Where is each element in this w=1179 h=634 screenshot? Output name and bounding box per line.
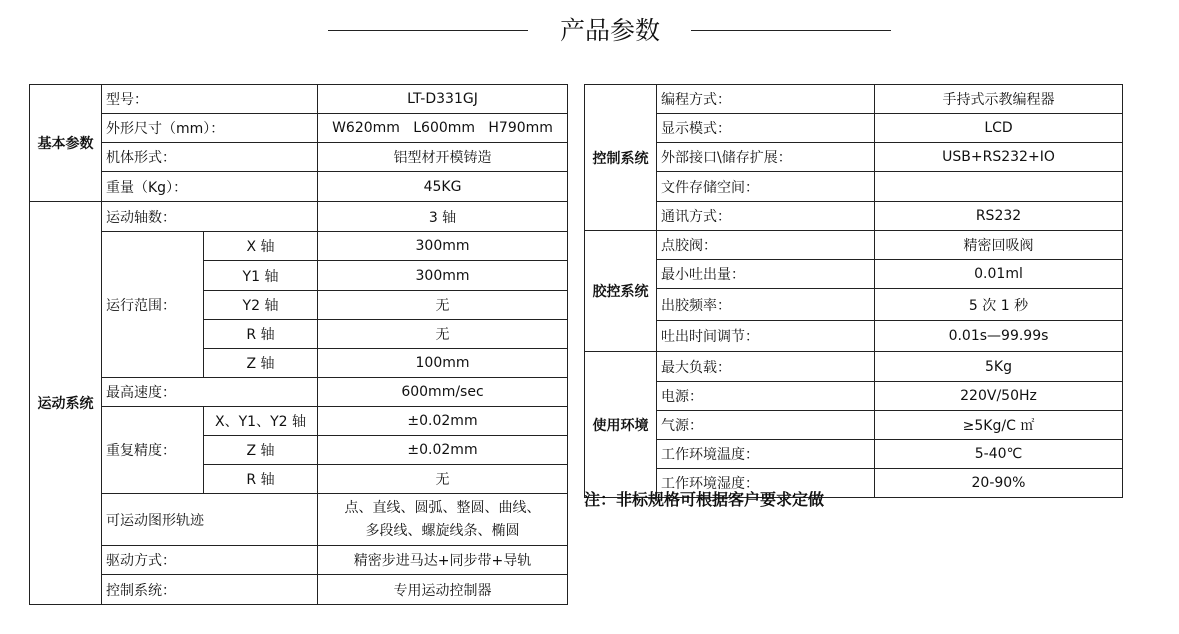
table-row xyxy=(585,321,1123,352)
speed-label: 最高速度： xyxy=(102,378,318,407)
table-row xyxy=(30,546,568,575)
basic-params-group: 基本参数 xyxy=(30,85,102,202)
trajectory-value-line: 点、直线、圆弧、整圆、曲线、 xyxy=(344,499,541,516)
table-row xyxy=(585,172,1123,202)
table-row xyxy=(585,143,1123,172)
row-label: 吐出时间调节： xyxy=(657,321,875,352)
environment-group: 使用环境 xyxy=(585,352,657,498)
trajectory-value-line: 多段线、螺旋线条、椭圆 xyxy=(365,522,520,539)
precision-axis: X、Y1、Y2 轴 xyxy=(204,407,318,436)
page-header xyxy=(0,14,1179,54)
page-title: 产品参数 xyxy=(559,16,660,45)
precision-value: ±0.02mm xyxy=(318,436,568,465)
axes-value: 3 轴 xyxy=(318,202,568,232)
precision-axis: R 轴 xyxy=(204,465,318,494)
row-label: 外部接口\储存扩展： xyxy=(657,143,875,172)
row-value: LCD xyxy=(875,114,1123,143)
row-label: 工作环境湿度： xyxy=(657,469,875,498)
motion-system-group: 运动系统 xyxy=(30,202,102,605)
table-row xyxy=(30,114,568,143)
table-row xyxy=(30,575,568,605)
table-row xyxy=(30,85,568,114)
row-label: 文件存储空间： xyxy=(657,172,875,202)
precision-axis: Z 轴 xyxy=(204,436,318,465)
body-value: 铝型材开模铸造 xyxy=(318,143,568,172)
trajectory-value xyxy=(318,494,568,546)
trajectory-label: 可运动图形轨迹 xyxy=(102,494,318,546)
table-row xyxy=(585,202,1123,231)
row-value: 精密回吸阀 xyxy=(875,231,1123,260)
table-row xyxy=(30,143,568,172)
row-label: 最大负载： xyxy=(657,352,875,382)
size-value: W620mm L600mm H790mm xyxy=(318,114,568,143)
row-value xyxy=(875,172,1123,202)
row-label: 编程方式： xyxy=(657,85,875,114)
control-system-group: 控制系统 xyxy=(585,85,657,231)
row-value: 0.01s—99.99s xyxy=(875,321,1123,352)
row-value: 手持式示教编程器 xyxy=(875,85,1123,114)
right-spec-table xyxy=(584,84,1123,498)
range-value: 300mm xyxy=(318,232,568,261)
range-value: 300mm xyxy=(318,261,568,291)
row-label: 通讯方式： xyxy=(657,202,875,231)
body-label: 机体形式： xyxy=(102,143,318,172)
custom-spec-note: 注：非标规格可根据客户要求定做 xyxy=(584,490,825,509)
title-right-rule xyxy=(691,30,891,31)
table-row xyxy=(585,231,1123,260)
range-axis: Z 轴 xyxy=(204,349,318,378)
range-value: 100mm xyxy=(318,349,568,378)
table-row xyxy=(30,407,568,436)
row-label: 气源： xyxy=(657,411,875,440)
precision-value: ±0.02mm xyxy=(318,407,568,436)
row-value: ≥5Kg/C ㎡ xyxy=(875,411,1123,440)
row-label: 点胶阀： xyxy=(657,231,875,260)
row-value: 20-90% xyxy=(875,469,1123,498)
table-row xyxy=(585,114,1123,143)
table-row xyxy=(585,382,1123,411)
control-label: 控制系统： xyxy=(102,575,318,605)
row-label: 电源： xyxy=(657,382,875,411)
range-axis: Y2 轴 xyxy=(204,291,318,320)
left-spec-table xyxy=(29,84,568,605)
axes-label: 运动轴数： xyxy=(102,202,318,232)
row-label: 最小吐出量： xyxy=(657,260,875,289)
size-label: 外形尺寸（mm）： xyxy=(102,114,318,143)
row-value: RS232 xyxy=(875,202,1123,231)
range-label: 运行范围： xyxy=(102,232,204,378)
weight-label: 重量（Kg）： xyxy=(102,172,318,202)
row-label: 工作环境温度： xyxy=(657,440,875,469)
row-label: 出胶频率： xyxy=(657,289,875,321)
range-axis: X 轴 xyxy=(204,232,318,261)
table-row xyxy=(30,378,568,407)
table-row xyxy=(30,172,568,202)
table-row xyxy=(585,411,1123,440)
range-value: 无 xyxy=(318,291,568,320)
table-row xyxy=(30,494,568,546)
model-value: LT-D331GJ xyxy=(318,85,568,114)
control-value: 专用运动控制器 xyxy=(318,575,568,605)
precision-value: 无 xyxy=(318,465,568,494)
range-value: 无 xyxy=(318,320,568,349)
table-row xyxy=(30,202,568,232)
range-axis: Y1 轴 xyxy=(204,261,318,291)
weight-value: 45KG xyxy=(318,172,568,202)
table-row xyxy=(585,352,1123,382)
row-label: 显示模式： xyxy=(657,114,875,143)
row-value: 5-40℃ xyxy=(875,440,1123,469)
glue-system-group: 胶控系统 xyxy=(585,231,657,352)
model-label: 型号： xyxy=(102,85,318,114)
table-row xyxy=(585,289,1123,321)
row-value: 5 次 1 秒 xyxy=(875,289,1123,321)
range-axis: R 轴 xyxy=(204,320,318,349)
row-value: USB+RS232+IO xyxy=(875,143,1123,172)
row-value: 220V/50Hz xyxy=(875,382,1123,411)
row-value: 0.01ml xyxy=(875,260,1123,289)
speed-value: 600mm/sec xyxy=(318,378,568,407)
title-left-rule xyxy=(328,30,528,31)
drive-value: 精密步进马达+同步带+导轨 xyxy=(318,546,568,575)
table-row xyxy=(585,85,1123,114)
table-row xyxy=(585,440,1123,469)
drive-label: 驱动方式： xyxy=(102,546,318,575)
precision-label: 重复精度： xyxy=(102,407,204,494)
row-value: 5Kg xyxy=(875,352,1123,382)
table-row xyxy=(30,232,568,261)
table-row xyxy=(585,260,1123,289)
